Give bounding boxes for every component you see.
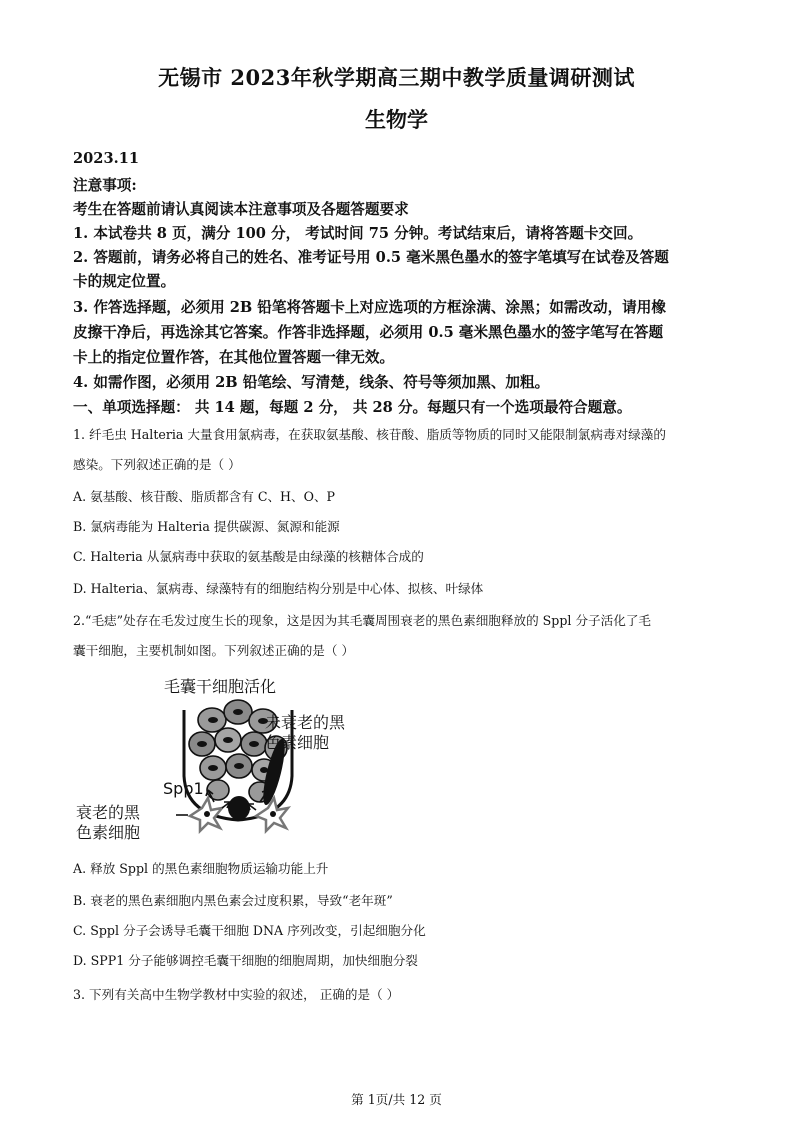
question-1-option-b: B. 氯病毒能为 Halteria 提供碳源、氮源和能源 — [73, 519, 340, 534]
label-young-melanocyte: 未衰老的黑 — [265, 713, 346, 732]
notes-item: 2. 答题前，请务必将自己的姓名、准考证号用 0.5 毫米黑色墨水的签字笔填写在试卷及答题 — [73, 249, 669, 266]
hair-follicle-figure — [68, 668, 368, 848]
label-spp1: Spp1 — [163, 779, 204, 798]
label-senescent-melanocyte: 色素细胞 — [76, 823, 141, 842]
question-2-stem: 2.“毛痣”处存在毛发过度生长的现象，这是因为其毛囊周围衰老的黑色素细胞释放的 Sppl 分子活化了毛 — [73, 613, 652, 628]
exam-title: 无锡市 2023年秋学期高三期中教学质量调研测试 — [158, 65, 635, 90]
subject-title: 生物学 — [365, 107, 428, 132]
notes-heading: 注意事项: — [73, 177, 137, 194]
label-stem-cell-activation: 毛囊干细胞活化 — [164, 677, 277, 696]
question-2-option-a: A. 释放 Sppl 的黑色素细胞物质运输功能上升 — [73, 861, 329, 876]
notes-item: 1. 本试卷共 8 页，满分 100 分， 考试时间 75 分钟。考试结束后，请将答题卡交回。 — [73, 225, 643, 242]
question-1-stem: 感染。下列叙述正确的是（ ） — [73, 457, 241, 472]
label-senescent-melanocyte: 衰老的黑 — [76, 803, 141, 822]
question-2-option-b: B. 衰老的黑色素细胞内黑色素会过度积累，导致“老年斑” — [73, 893, 393, 908]
section-heading: 一、单项选择题： 共 14 题，每题 2 分， 共 28 分。每题只有一个选项最符合题意。 — [73, 399, 632, 416]
notes-intro: 考生在答题前请认真阅读本注意事项及各题答题要求 — [73, 201, 409, 218]
question-1-stem: 1. 纤毛虫 Halteria 大量食用氯病毒，在获取氨基酸、核苷酸、脂质等物质的同时又能限制氯病毒对绿藻的 — [73, 427, 666, 442]
question-1-option-a: A. 氨基酸、核苷酸、脂质都含有 C、H、O、P — [73, 489, 336, 504]
exam-date: 2023.11 — [73, 150, 140, 167]
notes-item: 卡的规定位置。 — [73, 273, 176, 290]
notes-item: 卡上的指定位置作答，在其他位置答题一律无效。 — [73, 349, 395, 366]
question-2-stem: 囊干细胞，主要机制如图。下列叙述正确的是（ ） — [73, 643, 355, 658]
question-2-option-d: D. SPP1 分子能够调控毛囊干细胞的细胞周期，加快细胞分裂 — [73, 953, 418, 968]
notes-item: 4. 如需作图，必须用 2B 铅笔绘、写清楚，线条、符号等须加黑、加粗。 — [73, 374, 550, 391]
question-2-option-c: C. Sppl 分子会诱导毛囊干细胞 DNA 序列改变，引起细胞分化 — [73, 923, 426, 938]
question-1-option-c: C. Halteria 从氯病毒中获取的氨基酸是由绿藻的核糖体合成的 — [73, 549, 424, 564]
notes-item: 皮擦干净后，再选涂其它答案。作答非选择题，必须用 0.5 毫米黑色墨水的签字笔写在答题 — [73, 324, 664, 341]
question-1-option-d: D. Halteria、氯病毒、绿藻特有的细胞结构分别是中心体、拟核、叶绿体 — [73, 581, 484, 596]
dark-base-cell — [228, 796, 250, 820]
page-number: 第 1页/共 12 页 — [351, 1092, 442, 1107]
question-3-stem: 3. 下列有关高中生物学教材中实验的叙述， 正确的是（ ） — [73, 987, 400, 1002]
label-young-melanocyte: 色素细胞 — [265, 733, 330, 752]
notes-item: 3. 作答选择题，必须用 2B 铅笔将答题卡上对应选项的方框涂满、涂黑；如需改动，请用橡 — [73, 299, 666, 316]
